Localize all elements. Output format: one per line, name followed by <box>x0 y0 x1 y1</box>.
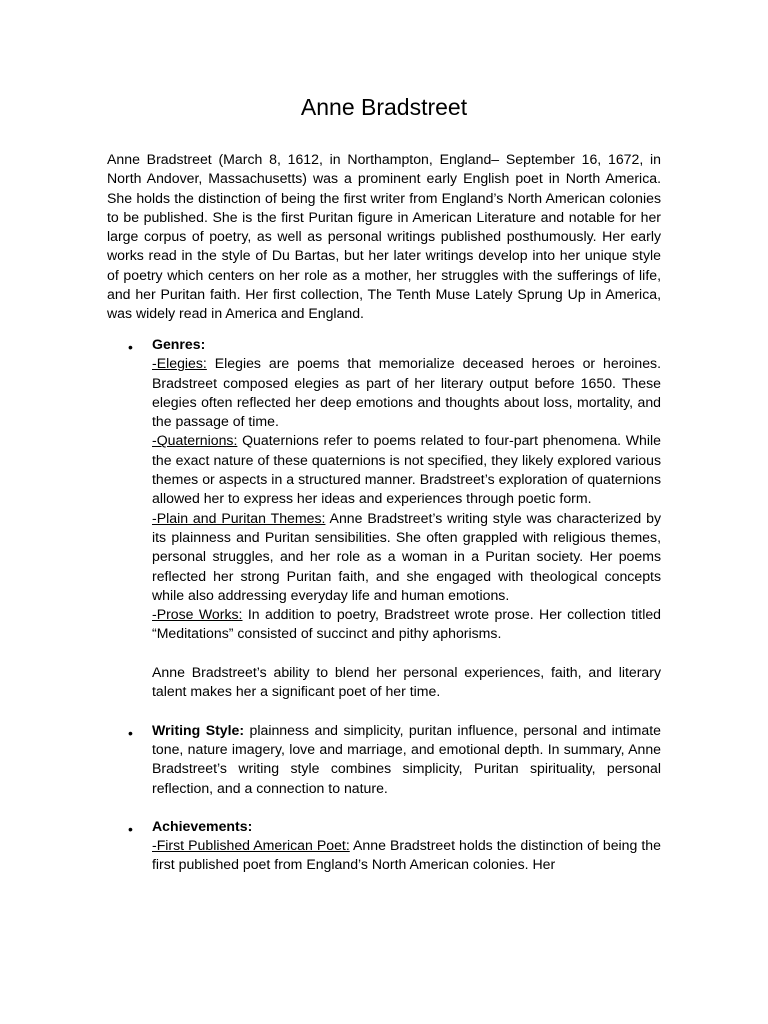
achievements-section <box>0 817 768 875</box>
writing-style-text: plainness and simplicity, puritan influence, personal and intimate tone, nature imagery, love and marriage, and emotional depth. In summary, Anne Bradstreet’s writing style combines simplicity, Puritan spirituality, personal reflection, and a connection to nature. <box>152 721 661 796</box>
quaternions-text: Quaternions refer to poems related to four-part phenomena. While the exact nature of these quaternions is not specified, they likely explored various themes or aspects in a structured manner. Bradstreet’s exploration of quaternions allowed her to express her ideas and experiences through poetic form. <box>152 432 661 507</box>
genre-quaternions <box>152 431 661 508</box>
section-list <box>0 335 768 875</box>
prose-text: In addition to poetry, Bradstreet wrote prose. Her collection titled “Meditations” consisted of succinct and pithy aphorisms. <box>152 606 662 642</box>
plain-text: Anne Bradstreet’s writing style was characterized by its plainness and Puritan sensibilities. She often grappled with religious themes, personal struggles, and her role as a woman in a Puritan society. Her poems reflected her strong Puritan faith, and she engaged with theological concepts while also addressing everyday life and human emotions. <box>152 509 661 603</box>
bullet-icon: • <box>128 820 133 837</box>
intro-paragraph: Anne Bradstreet (March 8, 1612, in Northampton, England– September 16, 1672, in North Andover, Massachusetts) was a prominent early English poet in North America. She holds the distinction of being the first writer from England’s North American colonies to be published. She is the first Puritan figure in American Literature and notable for her large corpus of poetry, as well as personal writings published posthumously. Her early works read in the style of Du Bartas, but her later writings develop into her unique style of poetry which centers on her role as a mother, her struggles with the sufferings of life, and her Puritan faith. Her first collection, The Tenth Muse Lately Sprung Up in America, was widely read in America and England. <box>107 151 661 322</box>
spacer <box>152 644 661 663</box>
page-title: Anne Bradstreet <box>300 94 468 120</box>
writing-style-paragraph <box>152 721 661 798</box>
genres-section <box>0 335 768 702</box>
genres-heading: Genres: <box>152 336 206 352</box>
elegies-label: -Elegies: <box>152 355 207 372</box>
bullet-icon: • <box>128 724 133 741</box>
achievements-body <box>152 817 661 875</box>
genres-summary: Anne Bradstreet’s ability to blend her personal experiences, faith, and literary talent makes her a significant poet of her time. <box>152 664 661 700</box>
plain-label: -Plain and Puritan Themes: <box>152 509 326 526</box>
prose-label: -Prose Works: <box>152 606 243 623</box>
genre-prose <box>152 605 661 644</box>
genres-body <box>152 335 661 702</box>
first-poet-label: -First Published American Poet: <box>152 837 350 854</box>
writing-style-section <box>0 721 768 798</box>
writing-style-heading: Writing Style: <box>152 721 245 738</box>
bullet-icon: • <box>128 339 133 355</box>
genre-plain-puritan <box>152 509 661 605</box>
elegies-text: Elegies are poems that memorialize deceased heroes or heroines. Bradstreet composed elegies as part of her literary output before 1650. These elegies often reflected her deep emotions and thoughts about loss, mortality, and the passage of time. <box>152 355 661 430</box>
genre-elegies <box>152 354 661 431</box>
writing-style-body <box>152 721 661 798</box>
quaternions-label: -Quaternions: <box>152 432 238 449</box>
first-poet-text: Anne Bradstreet holds the distinction of being the first published poet from England’s North American colonies. Her <box>152 837 661 873</box>
achievements-heading: Achievements: <box>152 817 253 834</box>
achievement-first-poet <box>152 836 661 875</box>
